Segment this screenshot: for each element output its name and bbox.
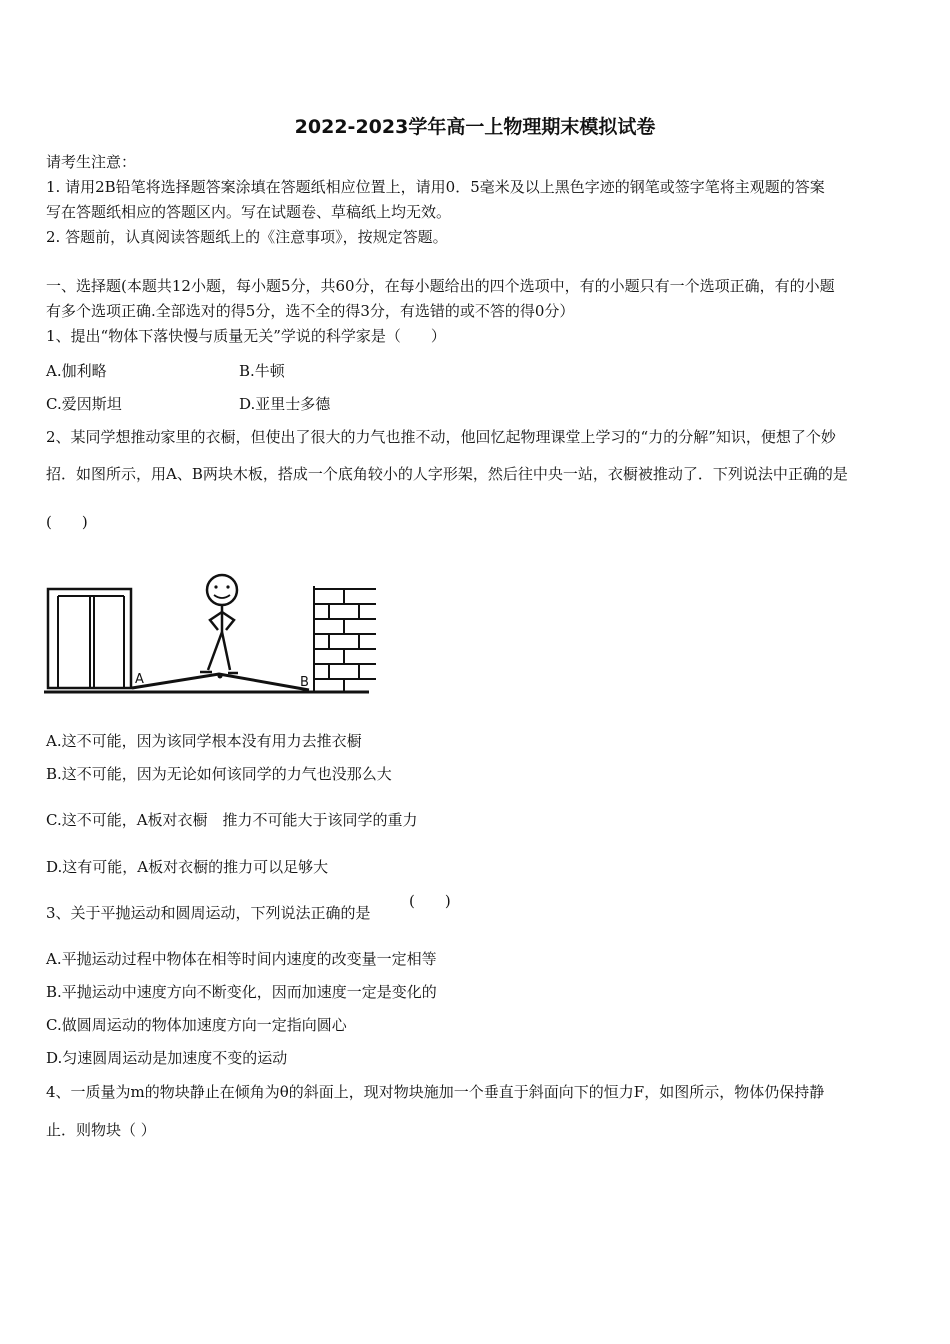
person-eye (226, 585, 229, 588)
notice-line-2: 写在答题纸相应的答题区内。写在试题卷、草稿纸上均无效。 (46, 203, 452, 221)
person-arm (222, 612, 234, 630)
brick-wall (314, 586, 376, 692)
q1-option-d: D.亚里士多德 (239, 395, 331, 413)
label-a: A (135, 672, 144, 687)
person-mouth (214, 595, 230, 598)
person-eye (214, 585, 217, 588)
q3-option-b: B.平抛运动中速度方向不断变化，因而加速度一定是变化的 (46, 983, 437, 1001)
label-b: B (300, 675, 309, 690)
q2-option-d: D.这有可能，A板对衣橱的推力可以足够大 (46, 858, 329, 876)
q4-stem-line-2: 止．则物块（ ） (46, 1121, 156, 1139)
notice-heading: 请考生注意： (46, 153, 137, 171)
section-instruction-line-1: 一、选择题(本题共12小题，每小题5分，共60分，在每小题给出的四个选项中，有的小题只有一个选项正确，有的小题 (46, 277, 835, 295)
q1-option-b: B.牛顿 (239, 362, 285, 380)
q3-answer-paren: ( ) (409, 892, 451, 910)
q3-option-a: A.平抛运动过程中物体在相等时间内速度的改变量一定相等 (46, 950, 437, 968)
page-title: 2022-2023学年高一上物理期末模拟试卷 (294, 116, 656, 138)
wardrobe-figure (44, 572, 380, 700)
person-leg (222, 632, 230, 670)
person-arm (210, 612, 222, 630)
q3-option-c: C.做圆周运动的物体加速度方向一定指向圆心 (46, 1016, 347, 1034)
q1-option-c: C.爱因斯坦 (46, 395, 122, 413)
q2-option-c: C.这不可能，A板对衣橱 推力不可能大于该同学的重力 (46, 811, 418, 829)
notice-line-1: 1. 请用2B铅笔将选择题答案涂填在答题纸相应位置上，请用0．5毫米及以上黑色字迹的钢笔或签字笔将主观题的答案 (46, 178, 825, 196)
q1-stem: 1、提出“物体下落快慢与质量无关”学说的科学家是（ ） (46, 327, 446, 345)
person-head (207, 575, 237, 605)
q2-option-a: A.这不可能，因为该同学根本没有用力去推衣橱 (46, 732, 362, 750)
board-joint (218, 674, 223, 679)
q2-stem-line-2: 招．如图所示，用A、B两块木板，搭成一个底角较小的人字形架，然后往中央一站，衣橱被推动了．下列说法中正确的是 (46, 465, 848, 483)
section-instruction-line-2: 有多个选项正确.全部选对的得5分，选不全的得3分，有选错的或不答的得0分） (46, 302, 575, 320)
q2-stem-line-1: 2、某同学想推动家里的衣橱，但使出了很大的力气也推不动，他回忆起物理课堂上学习的“力的分解”知识，便想了个妙 (46, 428, 836, 446)
person-leg (208, 632, 222, 670)
q2-stem-line-3: ( ) (46, 513, 88, 531)
q3-stem: 3、关于平抛运动和圆周运动，下列说法正确的是 (46, 904, 371, 922)
q4-stem-line-1: 4、一质量为m的物块静止在倾角为θ的斜面上，现对物块施加一个垂直于斜面向下的恒力F，如图所示，物体仍保持静 (46, 1083, 825, 1101)
q2-option-b: B.这不可能，因为无论如何该同学的力气也没那么大 (46, 765, 392, 783)
notice-line-3: 2. 答题前，认真阅读答题纸上的《注意事项》，按规定答题。 (46, 228, 448, 246)
q1-option-a: A.伽利略 (46, 362, 107, 380)
q3-option-d: D.匀速圆周运动是加速度不变的运动 (46, 1049, 288, 1067)
